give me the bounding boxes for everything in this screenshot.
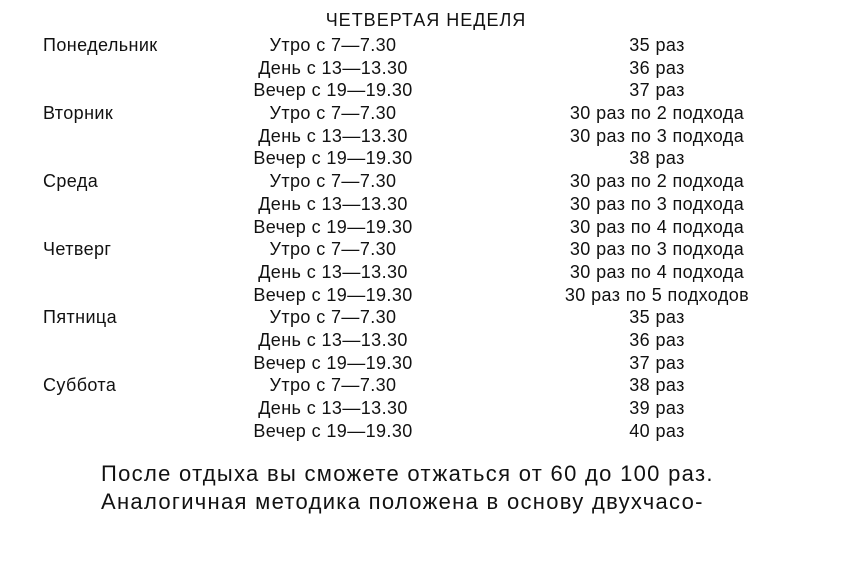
time-label: День с 13—13.30 xyxy=(258,125,408,146)
reps-label: 36 раз xyxy=(629,57,685,78)
reps-label: 36 раз xyxy=(629,329,685,350)
reps-label: 30 раз по 3 подхода xyxy=(569,239,745,260)
day-label: Вторник xyxy=(43,103,114,124)
time-label: День с 13—13.30 xyxy=(258,261,408,282)
time-label: Вечер с 19—19.30 xyxy=(253,148,413,169)
day-label: Среда xyxy=(43,171,99,192)
table-row xyxy=(0,57,858,80)
table-row xyxy=(0,420,858,443)
table-row xyxy=(0,352,858,375)
reps-label: 30 раз по 4 подхода xyxy=(569,216,745,237)
time-label: Вечер с 19—19.30 xyxy=(253,216,413,237)
reps-label: 37 раз xyxy=(629,80,685,101)
reps-label: 30 раз по 2 подхода xyxy=(569,103,745,124)
time-label: Утро с 7—7.30 xyxy=(269,171,397,192)
reps-label: 38 раз xyxy=(629,148,685,169)
table-row xyxy=(0,329,858,352)
page-title: ЧЕТВЕРТАЯ НЕДЕЛЯ xyxy=(325,10,527,30)
table-row xyxy=(0,397,858,420)
reps-label: 39 раз xyxy=(629,398,685,418)
reps-label: 30 раз по 5 подходов xyxy=(564,284,750,305)
day-label: Четверг xyxy=(43,239,112,260)
table-row xyxy=(0,216,858,239)
time-label: День с 13—13.30 xyxy=(258,329,408,350)
time-label: Утро с 7—7.30 xyxy=(269,307,397,328)
reps-label: 35 раз xyxy=(629,35,685,55)
table-row xyxy=(0,374,858,397)
reps-label: 30 раз по 2 подхода xyxy=(569,171,745,192)
table-row xyxy=(0,306,858,329)
time-label: Вечер с 19—19.30 xyxy=(253,284,413,305)
table-row xyxy=(0,261,858,284)
table-row xyxy=(0,79,858,102)
table-row xyxy=(0,193,858,216)
table-row xyxy=(0,34,858,57)
day-label: Понедельник xyxy=(43,35,158,55)
time-label: Утро с 7—7.30 xyxy=(269,35,397,55)
reps-label: 30 раз по 4 подхода xyxy=(569,261,745,282)
time-label: Вечер с 19—19.30 xyxy=(253,80,413,101)
reps-label: 30 раз по 3 подхода xyxy=(569,193,745,214)
reps-label: 38 раз xyxy=(629,375,685,396)
reps-label: 37 раз xyxy=(629,352,685,373)
time-label: Вечер с 19—19.30 xyxy=(253,352,413,373)
time-label: Утро с 7—7.30 xyxy=(269,239,397,260)
table-row xyxy=(0,284,858,307)
time-label: Утро с 7—7.30 xyxy=(269,103,397,124)
table-row xyxy=(0,238,858,261)
time-label: День с 13—13.30 xyxy=(258,193,408,214)
day-label: Суббота xyxy=(43,375,117,396)
table-row xyxy=(0,170,858,193)
table-row xyxy=(0,125,858,148)
day-label: Пятница xyxy=(43,307,118,328)
paragraph-line: Аналогичная методика положена в основу двухчасо- xyxy=(101,489,704,514)
schedule-table xyxy=(0,34,858,442)
time-label: Утро с 7—7.30 xyxy=(269,375,397,396)
table-row xyxy=(0,147,858,170)
reps-label: 40 раз xyxy=(629,420,685,441)
table-row xyxy=(0,102,858,125)
time-label: Вечер с 19—19.30 xyxy=(253,420,413,441)
paragraph-line: После отдыха вы сможете отжаться от 60 до 100 раз. xyxy=(101,461,714,486)
time-label: День с 13—13.30 xyxy=(258,57,408,78)
body-paragraph xyxy=(101,460,714,516)
time-label: День с 13—13.30 xyxy=(258,398,408,418)
reps-label: 30 раз по 3 подхода xyxy=(569,125,745,146)
reps-label: 35 раз xyxy=(629,307,685,328)
